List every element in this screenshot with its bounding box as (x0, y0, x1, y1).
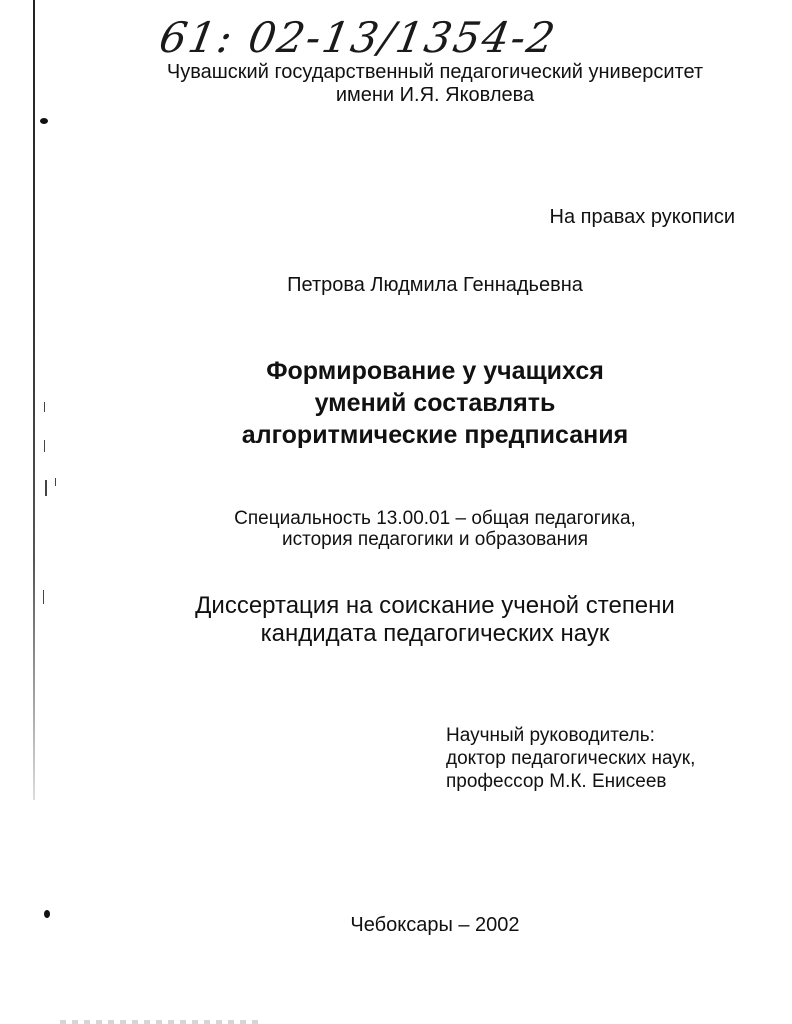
scan-speck (43, 590, 44, 604)
specialty-line-2: история педагогики и образования (281, 529, 588, 550)
scan-mark (40, 118, 48, 124)
university-name: Чувашский государственный педагогический университет (166, 61, 704, 83)
title-line-3: алгоритмические предписания (241, 421, 629, 449)
scan-speck (44, 402, 45, 412)
scan-mark (44, 910, 50, 918)
author-name: Петрова Людмила Геннадьевна (287, 274, 583, 296)
handwritten-library-code (155, 12, 561, 64)
university-named-after: имени И.Я. Яковлева (335, 84, 535, 106)
supervisor-label: Научный руководитель: (446, 725, 655, 746)
handwritten-code-text: 61: 02-13/1354-2 (155, 13, 561, 62)
supervisor-name: профессор М.К. Енисеев (446, 771, 667, 792)
scan-speck (55, 478, 56, 486)
city-year: Чебоксары – 2002 (350, 914, 520, 936)
scan-margin-line (33, 0, 35, 800)
dissertation-line-2: кандидата педагогических наук (260, 620, 610, 647)
manuscript-rights-note: На правах рукописи (549, 206, 735, 228)
scan-speck (45, 480, 47, 496)
title-line-1: Формирование у учащихся (266, 357, 604, 385)
scan-smudge (60, 1020, 260, 1024)
scan-speck (44, 440, 45, 452)
title-line-2: умений составлять (314, 389, 556, 417)
dissertation-line-1: Диссертация на соискание ученой степени (195, 592, 675, 619)
specialty-line-1: Специальность 13.00.01 – общая педагогика, (234, 508, 636, 529)
supervisor-degree: доктор педагогических наук, (446, 748, 696, 769)
